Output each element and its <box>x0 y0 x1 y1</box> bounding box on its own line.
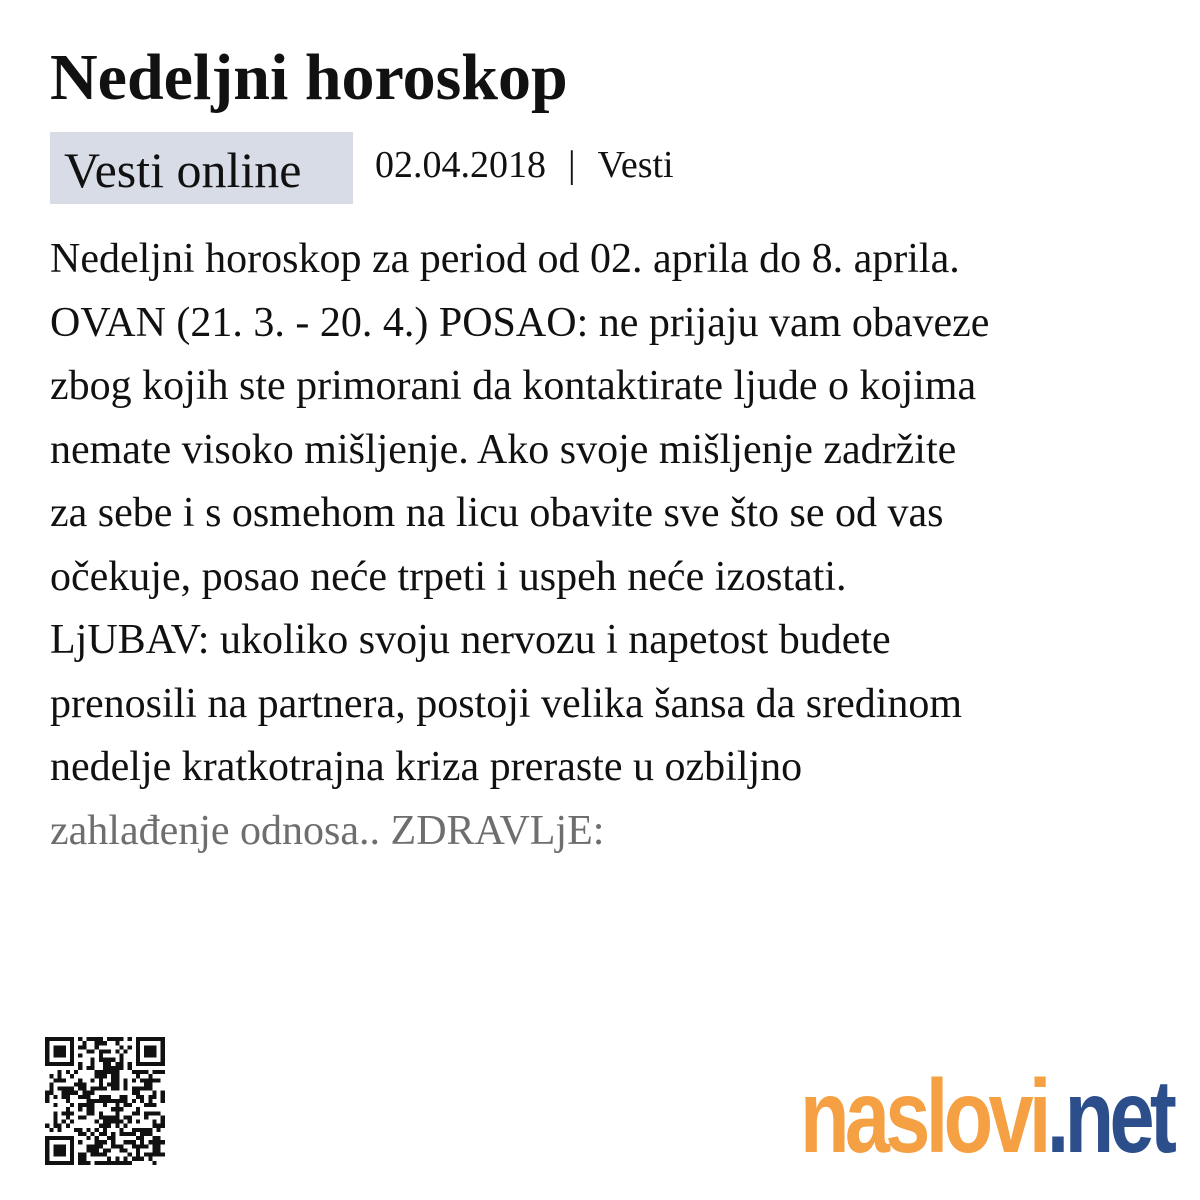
source-badge[interactable]: Vesti online <box>50 132 353 204</box>
article-line: LjUBAV: ukoliko svoju nervozu i napetost budete <box>50 617 891 663</box>
article-body <box>50 228 1160 863</box>
logo-net: .net <box>1046 1059 1173 1175</box>
meta-info <box>375 142 674 188</box>
article-date: 02.04.2018 <box>375 144 546 186</box>
article-line-faded: zahlađenje odnosa.. ZDRAVLjE: <box>50 807 605 854</box>
article-line: Nedeljni horoskop za period od 02. aprila do 8. aprila. <box>50 236 960 282</box>
article-line: nemate visoko mišljenje. Ako svoje mišljenje zadržite <box>50 426 957 473</box>
article-title: Nedeljni horoskop <box>50 41 568 114</box>
article-line: očekuje, posao neće trpeti i uspeh neće izostati. <box>50 553 847 600</box>
article-line: nedelje kratkotrajna kriza preraste u ozbiljno <box>50 744 803 790</box>
article-category[interactable]: Vesti <box>597 144 674 186</box>
meta-separator: | <box>568 144 576 186</box>
article-line: prenosili na partnera, postoji velika šansa da sredinom <box>50 680 963 727</box>
qr-code-icon[interactable] <box>45 1037 165 1165</box>
article-line: za sebe i s osmehom na licu obavite sve što se od vas <box>50 490 944 536</box>
article-line: OVAN (21. 3. - 20. 4.) POSAO: ne prijaju vam obaveze <box>50 299 990 346</box>
article-meta <box>50 132 674 204</box>
naslovi-logo[interactable] <box>800 1059 1173 1175</box>
article-line: zbog kojih ste primorani da kontaktirate ljude o kojima <box>50 363 977 409</box>
logo-naslovi: naslovi <box>800 1059 1047 1175</box>
